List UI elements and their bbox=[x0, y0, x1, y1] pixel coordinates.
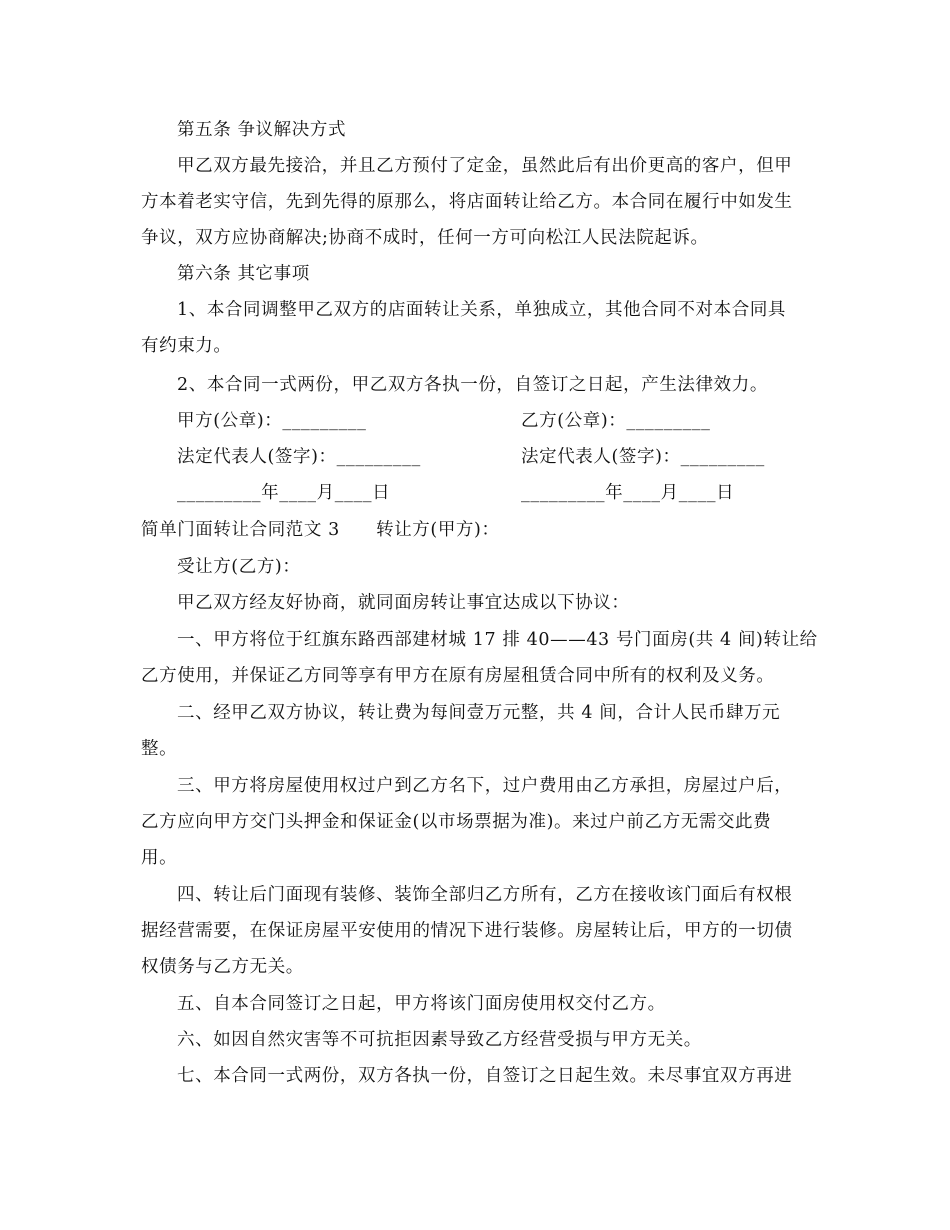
party-a-seal: 甲方(公章)：_________ bbox=[177, 411, 367, 431]
party-b-seal: 乙方(公章)：_________ bbox=[521, 411, 711, 431]
clause-line: 七、本合同一式两份，双方各执一份，自签订之日起生效。未尽事宜双方再进 bbox=[177, 1066, 793, 1086]
article5-heading: 第五条 争议解决方式 bbox=[177, 120, 347, 140]
rep-a-signature: 法定代表人(签字)：_________ bbox=[177, 447, 421, 467]
article5-line: 争议，双方应协商解决;协商不成时，任何一方可向松江人民法院起诉。 bbox=[141, 228, 709, 248]
clause-line: 四、转让后门面现有装修、装饰全部归乙方所有，乙方在接收该门面后有权根 bbox=[177, 885, 793, 905]
clause-line: 整。 bbox=[141, 739, 178, 759]
contract3-title: 简单门面转让合同范文 3 转让方(甲方)： bbox=[141, 520, 500, 540]
article5-line: 方本着老实守信，先到先得的原那么，将店面转让给乙方。本合同在履行中如发生 bbox=[141, 192, 793, 212]
article6-heading: 第六条 其它事项 bbox=[177, 264, 310, 284]
clause-line: 五、自本合同签订之日起，甲方将该门面房使用权交付乙方。 bbox=[177, 994, 666, 1014]
article6-item1: 有约束力。 bbox=[141, 336, 232, 356]
date-a: _________年____月____日 bbox=[177, 483, 391, 503]
clause-line: 权债务与乙方无关。 bbox=[141, 957, 304, 977]
contract3-intro: 甲乙双方经友好协商，就同面房转让事宜达成以下协议： bbox=[177, 593, 630, 613]
rep-b-signature: 法定代表人(签字)：_________ bbox=[521, 447, 765, 467]
clause-line: 三、甲方将房屋使用权过户到乙方名下，过户费用由乙方承担，房屋过户后， bbox=[177, 776, 793, 796]
clause-line: 六、如因自然灾害等不可抗拒因素导致乙方经营受损与甲方无关。 bbox=[177, 1030, 702, 1050]
date-b: _________年____月____日 bbox=[521, 483, 735, 503]
clause-line: 乙方使用，并保证乙方同等享有甲方在原有房屋租赁合同中所有的权利及义务。 bbox=[141, 666, 775, 686]
article5-line: 甲乙双方最先接洽，并且乙方预付了定金，虽然此后有出价更高的客户，但甲 bbox=[177, 156, 793, 176]
article6-item2: 2、本合同一式两份，甲乙双方各执一份，自签订之日起，产生法律效力。 bbox=[177, 375, 768, 395]
transferee-label: 受让方(乙方)： bbox=[177, 557, 301, 577]
clause-line: 二、经甲乙双方协议，转让费为每间壹万元整，共 4 间，合计人民币肆万元 bbox=[177, 703, 781, 723]
clause-line: 用。 bbox=[141, 848, 178, 868]
clause-line: 一、甲方将位于红旗东路西部建材城 17 排 40——43 号门面房(共 4 间)转让给 bbox=[177, 630, 818, 650]
clause-line: 乙方应向甲方交门头押金和保证金(以市场票据为准)。来过户前乙方无需交此费 bbox=[141, 812, 772, 832]
clause-line: 据经营需要，在保证房屋平安使用的情况下进行装修。房屋转让后，甲方的一切债 bbox=[141, 921, 793, 941]
article6-item1: 1、本合同调整甲乙双方的店面转让关系，单独成立，其他合同不对本合同具 bbox=[177, 300, 787, 320]
